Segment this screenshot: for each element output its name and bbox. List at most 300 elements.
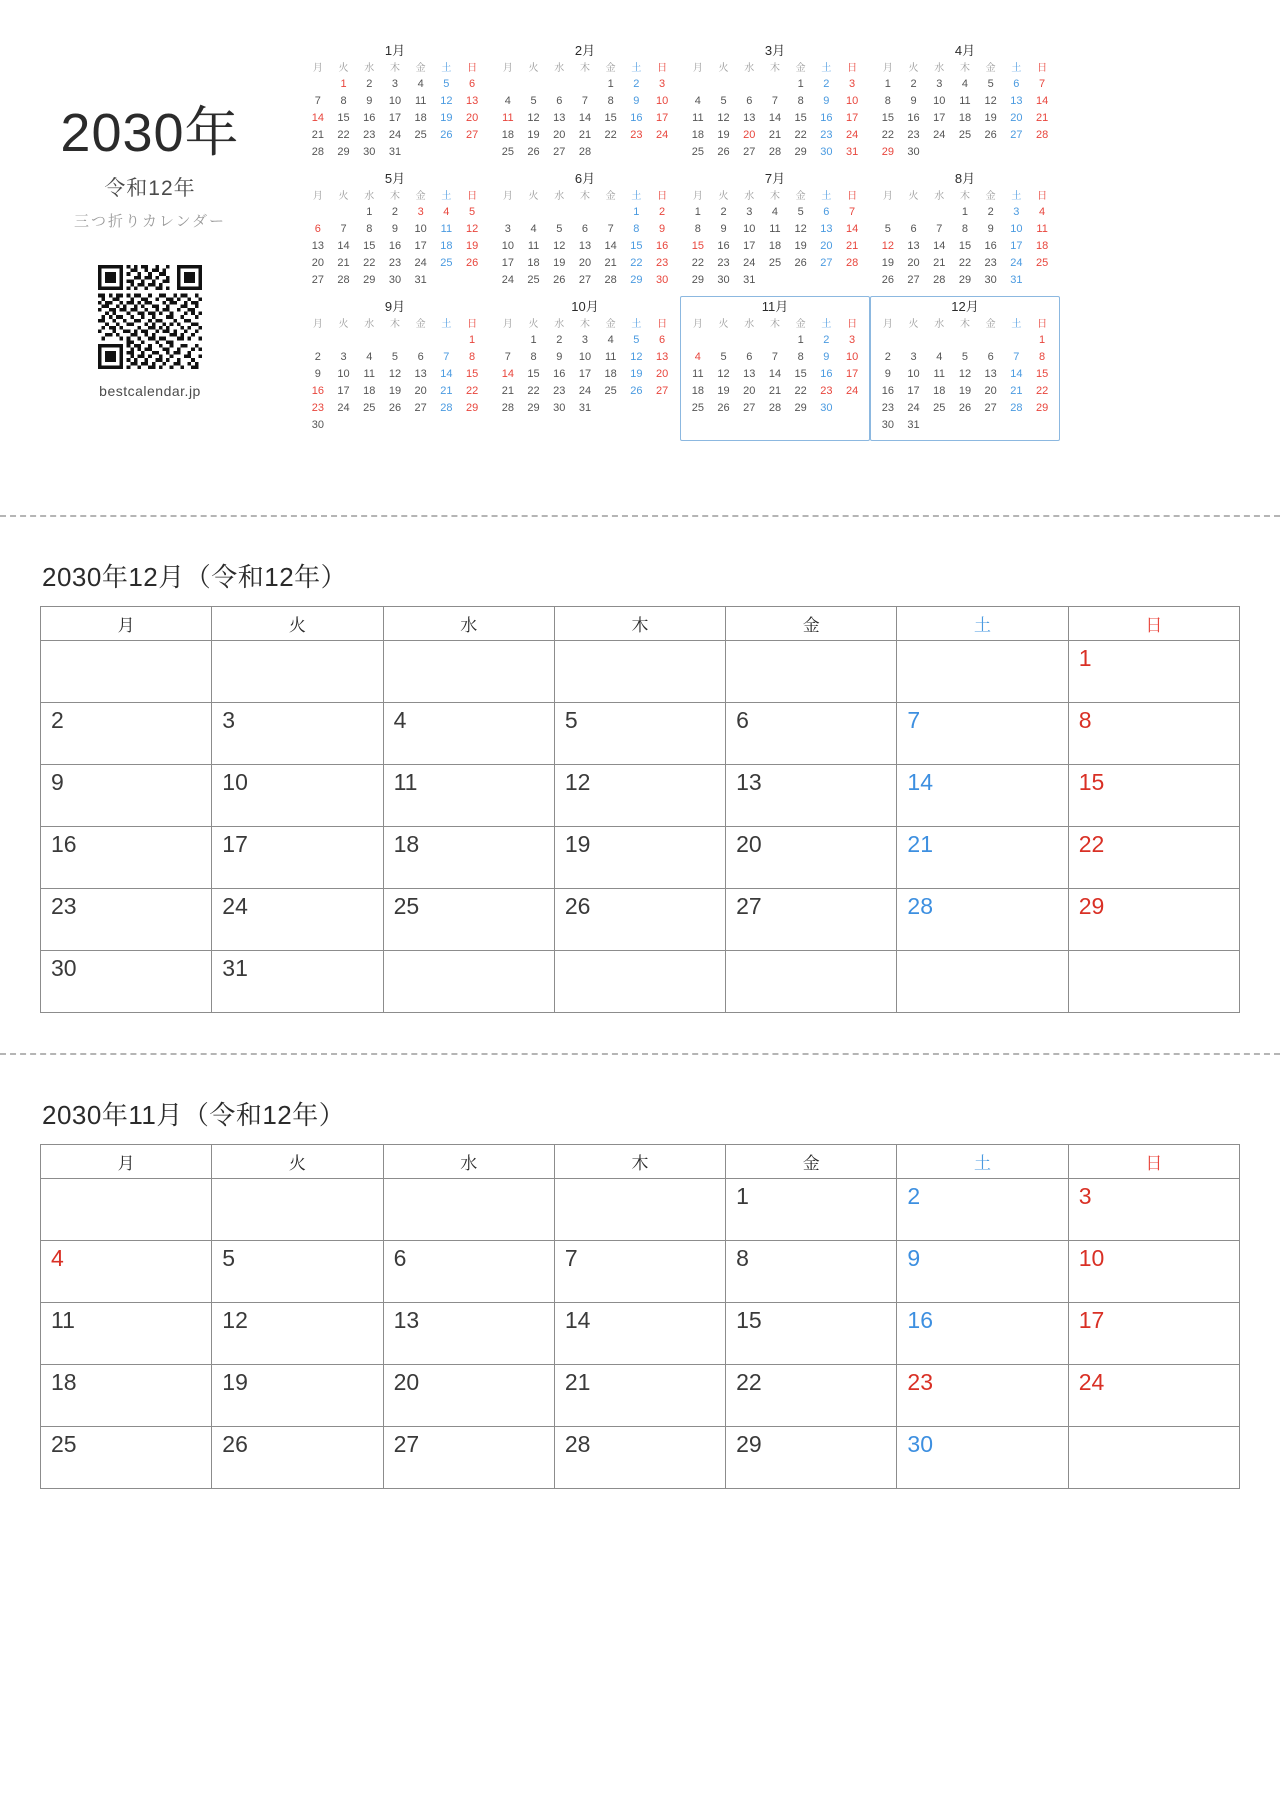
mini-day-cell[interactable]: 13 bbox=[1010, 95, 1023, 107]
mini-day-cell[interactable]: 8 bbox=[469, 351, 476, 363]
mini-day-cell[interactable]: 2 bbox=[391, 206, 399, 218]
mini-day-cell[interactable]: 8 bbox=[797, 351, 804, 363]
day-cell[interactable]: 27 bbox=[726, 889, 897, 951]
mini-day-cell[interactable]: 5 bbox=[987, 78, 994, 90]
mini-day-cell[interactable]: 19 bbox=[527, 129, 540, 141]
mini-day-cell[interactable]: 7 bbox=[849, 206, 856, 218]
mini-day-cell[interactable]: 10 bbox=[907, 368, 920, 380]
mini-day-cell[interactable]: 3 bbox=[849, 78, 856, 90]
mini-day-cell[interactable]: 19 bbox=[465, 240, 479, 252]
day-cell[interactable]: 26 bbox=[554, 889, 725, 951]
mini-day-cell[interactable]: 11 bbox=[769, 223, 781, 235]
mini-day-cell[interactable]: 10 bbox=[414, 223, 427, 235]
day-cell[interactable]: 12 bbox=[554, 765, 725, 827]
mini-day-cell[interactable]: 8 bbox=[1039, 351, 1046, 363]
mini-day-cell[interactable]: 5 bbox=[720, 351, 727, 363]
mini-day-cell[interactable]: 10 bbox=[388, 95, 402, 107]
day-cell[interactable]: 6 bbox=[726, 703, 897, 765]
mini-day-cell[interactable]: 14 bbox=[1010, 368, 1023, 380]
mini-day-cell[interactable]: 7 bbox=[504, 351, 511, 363]
mini-day-cell[interactable]: 31 bbox=[578, 402, 592, 414]
mini-day-cell[interactable]: 10 bbox=[337, 368, 350, 380]
mini-day-cell[interactable]: 8 bbox=[797, 95, 804, 107]
mini-calendar-4月[interactable] bbox=[870, 40, 1060, 168]
mini-day-cell[interactable]: 2 bbox=[720, 206, 727, 218]
mini-day-cell[interactable]: 11 bbox=[959, 95, 971, 107]
day-cell[interactable]: 5 bbox=[554, 703, 725, 765]
mini-day-cell[interactable]: 26 bbox=[794, 257, 807, 269]
mini-day-cell[interactable]: 17 bbox=[388, 112, 402, 124]
mini-day-cell[interactable]: 14 bbox=[768, 112, 782, 124]
mini-calendar-10月[interactable] bbox=[490, 296, 680, 441]
mini-day-cell[interactable]: 10 bbox=[501, 240, 514, 252]
mini-day-cell[interactable]: 17 bbox=[743, 240, 756, 252]
day-cell[interactable]: 25 bbox=[41, 1427, 212, 1489]
mini-day-cell[interactable]: 21 bbox=[337, 257, 350, 269]
day-cell[interactable]: 1 bbox=[726, 1179, 897, 1241]
mini-day-cell[interactable]: 18 bbox=[691, 385, 704, 397]
mini-day-cell[interactable]: 30 bbox=[881, 419, 894, 431]
mini-day-cell[interactable]: 13 bbox=[553, 112, 566, 124]
day-cell[interactable]: 23 bbox=[41, 889, 212, 951]
day-cell[interactable]: 20 bbox=[383, 1365, 554, 1427]
day-cell[interactable]: 7 bbox=[554, 1241, 725, 1303]
mini-day-cell[interactable]: 7 bbox=[607, 223, 614, 235]
mini-day-cell[interactable]: 9 bbox=[823, 351, 830, 363]
mini-day-cell[interactable]: 9 bbox=[884, 368, 891, 380]
mini-day-cell[interactable]: 19 bbox=[630, 368, 643, 380]
mini-day-cell[interactable]: 25 bbox=[414, 129, 427, 141]
mini-day-cell[interactable]: 4 bbox=[607, 334, 614, 346]
mini-day-cell[interactable]: 19 bbox=[717, 129, 730, 141]
mini-day-cell[interactable]: 20 bbox=[743, 129, 756, 141]
mini-day-cell[interactable]: 16 bbox=[363, 112, 376, 124]
mini-day-cell[interactable]: 20 bbox=[907, 257, 920, 269]
mini-day-cell[interactable]: 11 bbox=[1036, 223, 1048, 235]
day-cell[interactable]: 5 bbox=[212, 1241, 383, 1303]
mini-day-cell[interactable]: 5 bbox=[530, 95, 537, 107]
mini-day-cell[interactable]: 26 bbox=[717, 402, 730, 414]
day-cell[interactable]: 2 bbox=[41, 703, 212, 765]
day-cell[interactable]: 22 bbox=[726, 1365, 897, 1427]
day-cell[interactable]: 16 bbox=[897, 1303, 1068, 1365]
mini-day-cell[interactable]: 20 bbox=[1010, 112, 1023, 124]
mini-day-cell[interactable]: 13 bbox=[465, 95, 479, 107]
mini-day-cell[interactable]: 5 bbox=[961, 351, 969, 363]
mini-day-cell[interactable]: 14 bbox=[845, 223, 859, 235]
mini-day-cell[interactable]: 18 bbox=[1035, 240, 1049, 252]
mini-day-cell[interactable]: 1 bbox=[366, 206, 373, 218]
mini-day-cell[interactable]: 28 bbox=[933, 274, 946, 286]
mini-day-cell[interactable]: 19 bbox=[388, 385, 402, 397]
mini-day-cell[interactable]: 26 bbox=[630, 385, 643, 397]
mini-day-cell[interactable]: 16 bbox=[907, 112, 920, 124]
mini-day-cell[interactable]: 20 bbox=[984, 385, 997, 397]
mini-day-cell[interactable]: 16 bbox=[820, 368, 833, 380]
mini-day-cell[interactable]: 13 bbox=[907, 240, 920, 252]
day-cell[interactable]: 10 bbox=[212, 765, 383, 827]
mini-day-cell[interactable]: 24 bbox=[337, 402, 350, 414]
mini-day-cell[interactable]: 6 bbox=[469, 78, 476, 90]
mini-day-cell[interactable]: 19 bbox=[553, 257, 566, 269]
mini-day-cell[interactable]: 25 bbox=[691, 402, 704, 414]
mini-day-cell[interactable]: 23 bbox=[984, 257, 997, 269]
mini-day-cell[interactable]: 25 bbox=[1035, 257, 1049, 269]
day-cell[interactable]: 29 bbox=[726, 1427, 897, 1489]
mini-day-cell[interactable]: 27 bbox=[984, 402, 997, 414]
mini-day-cell[interactable]: 27 bbox=[743, 146, 756, 158]
day-cell[interactable]: 13 bbox=[726, 765, 897, 827]
mini-day-cell[interactable]: 27 bbox=[414, 402, 427, 414]
mini-day-cell[interactable]: 1 bbox=[961, 206, 969, 218]
mini-day-cell[interactable]: 28 bbox=[501, 402, 514, 414]
mini-day-cell[interactable]: 5 bbox=[469, 206, 476, 218]
mini-day-cell[interactable]: 18 bbox=[363, 385, 376, 397]
mini-day-cell[interactable]: 23 bbox=[655, 257, 669, 269]
mini-day-cell[interactable]: 29 bbox=[691, 274, 704, 286]
mini-day-cell[interactable]: 8 bbox=[633, 223, 640, 235]
mini-day-cell[interactable]: 23 bbox=[881, 402, 894, 414]
mini-day-cell[interactable]: 15 bbox=[363, 240, 376, 252]
mini-day-cell[interactable]: 30 bbox=[907, 146, 920, 158]
mini-day-cell[interactable]: 9 bbox=[659, 223, 666, 235]
mini-day-cell[interactable]: 18 bbox=[768, 240, 782, 252]
mini-day-cell[interactable]: 25 bbox=[527, 274, 540, 286]
mini-day-cell[interactable]: 6 bbox=[314, 223, 321, 235]
mini-day-cell[interactable]: 23 bbox=[630, 129, 643, 141]
mini-day-cell[interactable]: 3 bbox=[391, 78, 399, 90]
mini-day-cell[interactable]: 19 bbox=[440, 112, 453, 124]
mini-day-cell[interactable]: 17 bbox=[414, 240, 427, 252]
mini-day-cell[interactable]: 9 bbox=[391, 223, 399, 235]
mini-day-cell[interactable]: 22 bbox=[1035, 385, 1049, 397]
mini-day-cell[interactable]: 29 bbox=[337, 146, 350, 158]
mini-day-cell[interactable]: 20 bbox=[655, 368, 669, 380]
day-cell[interactable]: 13 bbox=[383, 1303, 554, 1365]
mini-day-cell[interactable]: 5 bbox=[720, 95, 727, 107]
mini-day-cell[interactable]: 21 bbox=[501, 385, 514, 397]
day-cell[interactable]: 17 bbox=[212, 827, 383, 889]
mini-day-cell[interactable]: 12 bbox=[388, 368, 402, 380]
mini-day-cell[interactable]: 15 bbox=[958, 240, 972, 252]
mini-day-cell[interactable]: 23 bbox=[820, 129, 833, 141]
day-cell[interactable]: 8 bbox=[1068, 703, 1239, 765]
mini-day-cell[interactable]: 18 bbox=[958, 112, 972, 124]
mini-day-cell[interactable]: 8 bbox=[884, 95, 891, 107]
mini-calendar-8月[interactable] bbox=[870, 168, 1060, 296]
mini-day-cell[interactable]: 30 bbox=[820, 402, 833, 414]
mini-day-cell[interactable]: 5 bbox=[556, 223, 563, 235]
mini-day-cell[interactable]: 7 bbox=[936, 223, 943, 235]
mini-day-cell[interactable]: 21 bbox=[1010, 385, 1023, 397]
mini-day-cell[interactable]: 23 bbox=[820, 385, 833, 397]
mini-day-cell[interactable]: 29 bbox=[363, 274, 376, 286]
mini-day-cell[interactable]: 4 bbox=[443, 206, 450, 218]
day-cell[interactable]: 19 bbox=[212, 1365, 383, 1427]
day-cell[interactable]: 21 bbox=[554, 1365, 725, 1427]
mini-day-cell[interactable]: 5 bbox=[391, 351, 399, 363]
mini-day-cell[interactable]: 4 bbox=[504, 95, 511, 107]
mini-day-cell[interactable]: 29 bbox=[881, 146, 894, 158]
mini-day-cell[interactable]: 10 bbox=[655, 95, 669, 107]
mini-day-cell[interactable]: 17 bbox=[907, 385, 920, 397]
mini-day-cell[interactable]: 11 bbox=[502, 112, 514, 124]
mini-day-cell[interactable]: 22 bbox=[958, 257, 972, 269]
mini-day-cell[interactable]: 19 bbox=[794, 240, 807, 252]
mini-day-cell[interactable]: 25 bbox=[691, 146, 704, 158]
mini-day-cell[interactable]: 8 bbox=[366, 223, 373, 235]
day-cell[interactable]: 12 bbox=[212, 1303, 383, 1365]
mini-day-cell[interactable]: 10 bbox=[845, 351, 859, 363]
mini-day-cell[interactable]: 9 bbox=[720, 223, 727, 235]
mini-day-cell[interactable]: 12 bbox=[958, 368, 972, 380]
day-cell[interactable]: 9 bbox=[41, 765, 212, 827]
mini-day-cell[interactable]: 4 bbox=[936, 351, 943, 363]
mini-day-cell[interactable]: 11 bbox=[604, 351, 617, 363]
mini-day-cell[interactable]: 27 bbox=[907, 274, 920, 286]
mini-day-cell[interactable]: 27 bbox=[311, 274, 324, 286]
mini-day-cell[interactable]: 27 bbox=[578, 274, 592, 286]
mini-day-cell[interactable]: 15 bbox=[630, 240, 643, 252]
mini-day-cell[interactable]: 1 bbox=[607, 78, 614, 90]
mini-day-cell[interactable]: 30 bbox=[388, 274, 402, 286]
mini-day-cell[interactable]: 18 bbox=[527, 257, 540, 269]
mini-day-cell[interactable]: 20 bbox=[743, 385, 756, 397]
mini-day-cell[interactable]: 1 bbox=[694, 206, 701, 218]
mini-day-cell[interactable]: 18 bbox=[691, 129, 704, 141]
mini-day-cell[interactable]: 23 bbox=[907, 129, 920, 141]
mini-day-cell[interactable]: 22 bbox=[630, 257, 643, 269]
mini-day-cell[interactable]: 3 bbox=[340, 351, 347, 363]
mini-day-cell[interactable]: 19 bbox=[958, 385, 972, 397]
mini-day-cell[interactable]: 12 bbox=[984, 95, 997, 107]
mini-day-cell[interactable]: 7 bbox=[1039, 78, 1046, 90]
day-cell[interactable]: 27 bbox=[383, 1427, 554, 1489]
mini-day-cell[interactable]: 29 bbox=[794, 402, 807, 414]
mini-day-cell[interactable]: 16 bbox=[881, 385, 894, 397]
mini-day-cell[interactable]: 29 bbox=[1035, 402, 1049, 414]
mini-day-cell[interactable]: 24 bbox=[933, 129, 946, 141]
mini-day-cell[interactable]: 4 bbox=[694, 95, 701, 107]
mini-day-cell[interactable]: 25 bbox=[933, 402, 946, 414]
mini-day-cell[interactable]: 29 bbox=[958, 274, 972, 286]
mini-day-cell[interactable]: 25 bbox=[958, 129, 972, 141]
mini-day-cell[interactable]: 29 bbox=[527, 402, 540, 414]
mini-day-cell[interactable]: 9 bbox=[366, 95, 373, 107]
mini-day-cell[interactable]: 2 bbox=[314, 351, 321, 363]
day-cell[interactable]: 7 bbox=[897, 703, 1068, 765]
day-cell[interactable]: 24 bbox=[1068, 1365, 1239, 1427]
mini-day-cell[interactable]: 9 bbox=[910, 95, 917, 107]
mini-day-cell[interactable]: 7 bbox=[340, 223, 347, 235]
mini-day-cell[interactable]: 27 bbox=[1010, 129, 1023, 141]
mini-day-cell[interactable]: 6 bbox=[581, 223, 589, 235]
mini-day-cell[interactable]: 20 bbox=[820, 240, 833, 252]
day-cell[interactable]: 1 bbox=[1068, 641, 1239, 703]
mini-day-cell[interactable]: 9 bbox=[823, 95, 830, 107]
mini-day-cell[interactable]: 20 bbox=[414, 385, 427, 397]
mini-day-cell[interactable]: 21 bbox=[604, 257, 617, 269]
mini-day-cell[interactable]: 15 bbox=[881, 112, 894, 124]
mini-day-cell[interactable]: 3 bbox=[849, 334, 856, 346]
mini-day-cell[interactable]: 21 bbox=[768, 385, 782, 397]
day-cell[interactable]: 20 bbox=[726, 827, 897, 889]
mini-day-cell[interactable]: 30 bbox=[820, 146, 833, 158]
mini-day-cell[interactable]: 6 bbox=[746, 351, 753, 363]
day-cell[interactable]: 15 bbox=[1068, 765, 1239, 827]
mini-day-cell[interactable]: 5 bbox=[797, 206, 804, 218]
mini-day-cell[interactable]: 6 bbox=[910, 223, 917, 235]
mini-day-cell[interactable]: 28 bbox=[311, 146, 324, 158]
mini-day-cell[interactable]: 31 bbox=[845, 146, 859, 158]
day-cell[interactable]: 23 bbox=[897, 1365, 1068, 1427]
mini-day-cell[interactable]: 16 bbox=[311, 385, 324, 397]
day-cell[interactable]: 30 bbox=[41, 951, 212, 1013]
mini-day-cell[interactable]: 15 bbox=[604, 112, 617, 124]
mini-day-cell[interactable]: 7 bbox=[1013, 351, 1020, 363]
mini-day-cell[interactable]: 6 bbox=[417, 351, 424, 363]
day-cell[interactable]: 3 bbox=[212, 703, 383, 765]
mini-day-cell[interactable]: 8 bbox=[961, 223, 969, 235]
mini-day-cell[interactable]: 12 bbox=[881, 240, 894, 252]
mini-calendar-6月[interactable] bbox=[490, 168, 680, 296]
mini-day-cell[interactable]: 30 bbox=[553, 402, 566, 414]
mini-day-cell[interactable]: 2 bbox=[633, 78, 640, 90]
mini-day-cell[interactable]: 4 bbox=[961, 78, 969, 90]
mini-day-cell[interactable]: 16 bbox=[630, 112, 643, 124]
day-cell[interactable]: 24 bbox=[212, 889, 383, 951]
mini-day-cell[interactable]: 25 bbox=[604, 385, 617, 397]
mini-day-cell[interactable]: 24 bbox=[501, 274, 514, 286]
mini-day-cell[interactable]: 11 bbox=[527, 240, 540, 252]
mini-calendar-1月[interactable] bbox=[300, 40, 490, 168]
mini-calendar-5月[interactable] bbox=[300, 168, 490, 296]
day-cell[interactable]: 31 bbox=[212, 951, 383, 1013]
mini-day-cell[interactable]: 18 bbox=[414, 112, 427, 124]
mini-day-cell[interactable]: 6 bbox=[659, 334, 666, 346]
mini-day-cell[interactable]: 25 bbox=[363, 402, 376, 414]
mini-day-cell[interactable]: 16 bbox=[820, 112, 833, 124]
mini-day-cell[interactable]: 12 bbox=[717, 368, 730, 380]
day-cell[interactable]: 9 bbox=[897, 1241, 1068, 1303]
mini-day-cell[interactable]: 22 bbox=[465, 385, 479, 397]
mini-day-cell[interactable]: 3 bbox=[1013, 206, 1020, 218]
day-cell[interactable]: 28 bbox=[554, 1427, 725, 1489]
mini-day-cell[interactable]: 14 bbox=[604, 240, 617, 252]
mini-day-cell[interactable]: 14 bbox=[311, 112, 324, 124]
mini-day-cell[interactable]: 2 bbox=[884, 351, 891, 363]
day-cell[interactable]: 17 bbox=[1068, 1303, 1239, 1365]
mini-day-cell[interactable]: 28 bbox=[768, 402, 782, 414]
mini-day-cell[interactable]: 28 bbox=[1035, 129, 1049, 141]
mini-day-cell[interactable]: 18 bbox=[933, 385, 946, 397]
mini-day-cell[interactable]: 13 bbox=[311, 240, 324, 252]
mini-day-cell[interactable]: 1 bbox=[797, 334, 804, 346]
mini-day-cell[interactable]: 21 bbox=[845, 240, 859, 252]
mini-day-cell[interactable]: 26 bbox=[465, 257, 479, 269]
mini-day-cell[interactable]: 26 bbox=[553, 274, 566, 286]
mini-day-cell[interactable]: 30 bbox=[655, 274, 669, 286]
mini-day-cell[interactable]: 13 bbox=[414, 368, 427, 380]
day-cell[interactable]: 4 bbox=[41, 1241, 212, 1303]
day-cell[interactable]: 25 bbox=[383, 889, 554, 951]
mini-day-cell[interactable]: 11 bbox=[692, 112, 704, 124]
mini-day-cell[interactable]: 6 bbox=[556, 95, 563, 107]
mini-day-cell[interactable]: 9 bbox=[314, 368, 321, 380]
mini-day-cell[interactable]: 24 bbox=[578, 385, 592, 397]
mini-day-cell[interactable]: 15 bbox=[527, 368, 540, 380]
mini-day-cell[interactable]: 21 bbox=[440, 385, 453, 397]
mini-calendar-12月[interactable] bbox=[870, 296, 1060, 441]
mini-day-cell[interactable]: 16 bbox=[553, 368, 566, 380]
mini-day-cell[interactable]: 2 bbox=[366, 78, 373, 90]
day-cell[interactable]: 11 bbox=[383, 765, 554, 827]
mini-day-cell[interactable]: 10 bbox=[1010, 223, 1023, 235]
mini-day-cell[interactable]: 18 bbox=[501, 129, 514, 141]
mini-calendar-3月[interactable] bbox=[680, 40, 870, 168]
mini-day-cell[interactable]: 9 bbox=[633, 95, 640, 107]
mini-day-cell[interactable]: 25 bbox=[501, 146, 514, 158]
mini-day-cell[interactable]: 15 bbox=[465, 368, 479, 380]
mini-day-cell[interactable]: 3 bbox=[417, 206, 424, 218]
mini-day-cell[interactable]: 6 bbox=[987, 351, 994, 363]
mini-day-cell[interactable]: 5 bbox=[884, 223, 891, 235]
mini-day-cell[interactable]: 17 bbox=[1010, 240, 1023, 252]
mini-day-cell[interactable]: 3 bbox=[581, 334, 589, 346]
mini-day-cell[interactable]: 4 bbox=[1039, 206, 1046, 218]
mini-day-cell[interactable]: 28 bbox=[337, 274, 350, 286]
mini-day-cell[interactable]: 12 bbox=[440, 95, 453, 107]
mini-day-cell[interactable]: 20 bbox=[553, 129, 566, 141]
mini-day-cell[interactable]: 24 bbox=[414, 257, 427, 269]
mini-day-cell[interactable]: 26 bbox=[958, 402, 972, 414]
day-cell[interactable]: 8 bbox=[726, 1241, 897, 1303]
mini-day-cell[interactable]: 22 bbox=[794, 129, 807, 141]
mini-day-cell[interactable]: 2 bbox=[910, 78, 917, 90]
mini-day-cell[interactable]: 9 bbox=[987, 223, 994, 235]
mini-day-cell[interactable]: 17 bbox=[337, 385, 350, 397]
mini-day-cell[interactable]: 29 bbox=[794, 146, 807, 158]
mini-day-cell[interactable]: 24 bbox=[1010, 257, 1023, 269]
mini-day-cell[interactable]: 20 bbox=[465, 112, 479, 124]
mini-day-cell[interactable]: 30 bbox=[717, 274, 730, 286]
mini-day-cell[interactable]: 24 bbox=[845, 385, 859, 397]
mini-day-cell[interactable]: 23 bbox=[717, 257, 730, 269]
mini-day-cell[interactable]: 31 bbox=[1010, 274, 1023, 286]
mini-day-cell[interactable]: 4 bbox=[694, 351, 701, 363]
day-cell[interactable]: 22 bbox=[1068, 827, 1239, 889]
mini-day-cell[interactable]: 31 bbox=[414, 274, 427, 286]
mini-day-cell[interactable]: 27 bbox=[553, 146, 566, 158]
mini-day-cell[interactable]: 2 bbox=[823, 334, 830, 346]
mini-day-cell[interactable]: 17 bbox=[655, 112, 669, 124]
day-cell[interactable]: 14 bbox=[554, 1303, 725, 1365]
mini-day-cell[interactable]: 16 bbox=[655, 240, 669, 252]
mini-day-cell[interactable]: 31 bbox=[743, 274, 756, 286]
mini-day-cell[interactable]: 14 bbox=[1035, 95, 1049, 107]
mini-day-cell[interactable]: 10 bbox=[845, 95, 859, 107]
mini-day-cell[interactable]: 17 bbox=[578, 368, 592, 380]
mini-day-cell[interactable]: 13 bbox=[655, 351, 669, 363]
mini-day-cell[interactable]: 2 bbox=[823, 78, 830, 90]
mini-calendar-2月[interactable] bbox=[490, 40, 680, 168]
mini-day-cell[interactable]: 27 bbox=[655, 385, 669, 397]
mini-day-cell[interactable]: 21 bbox=[578, 129, 592, 141]
mini-day-cell[interactable]: 30 bbox=[363, 146, 376, 158]
mini-day-cell[interactable]: 31 bbox=[388, 146, 402, 158]
mini-day-cell[interactable]: 11 bbox=[363, 368, 375, 380]
mini-day-cell[interactable]: 15 bbox=[794, 368, 807, 380]
